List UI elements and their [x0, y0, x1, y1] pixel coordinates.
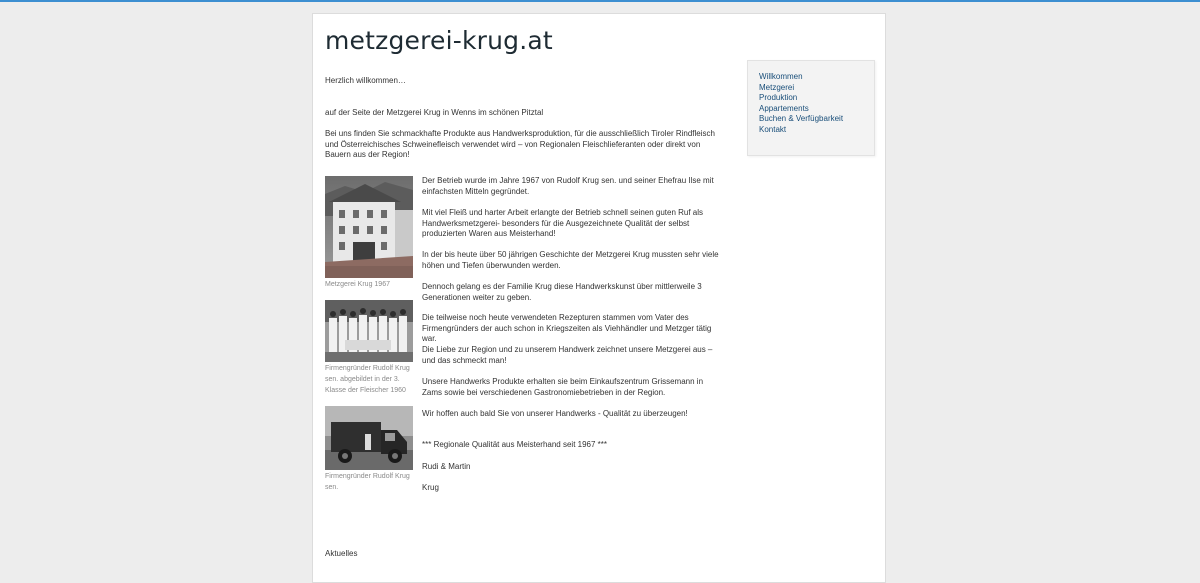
nav-item-produktion	[759, 93, 874, 104]
signature-names: Rudi & Martin	[422, 462, 471, 471]
figure-caption: Firmengründer Rudolf Krug sen.	[325, 473, 410, 491]
story-paragraph: Wir hoffen auch bald Sie von unserer Handwerks - Qualität zu überzeugen!	[422, 409, 688, 418]
nav-item-buchen	[759, 114, 874, 125]
page-container	[312, 13, 886, 583]
figure-caption: Metzgerei Krug 1967	[325, 281, 390, 288]
figure-truck	[325, 406, 413, 493]
story-paragraph: Mit viel Fleiß und harter Arbeit erlangte der Betrieb schnell seinen guten Ruf als Handwerksmetzgerei- besonders für die Ausgezeichnete Qualität der selbst produzierten Waren aus Meisterhand!	[422, 208, 704, 238]
nav-item-appartements	[759, 104, 874, 115]
class-photo[interactable]	[325, 300, 413, 362]
nav-link-willkommen[interactable]: Willkommen	[759, 72, 803, 81]
nav-link-kontakt[interactable]: Kontakt	[759, 124, 787, 134]
truck-photo[interactable]	[325, 406, 413, 470]
signature-surname: Krug	[422, 483, 439, 492]
greeting-text: Herzlich willkommen…	[325, 76, 406, 85]
story-paragraph: Die teilweise noch heute verwendeten Rezepturen stammen vom Vater des Firmengründers der auch schon in Kriegszeiten als Viehhändler und Metzger tätig war.	[422, 313, 712, 343]
top-accent-bar	[0, 0, 1200, 2]
nav-item-kontakt	[759, 125, 874, 136]
nav-link-produktion[interactable]: Produktion	[759, 93, 798, 102]
sidebar-nav	[747, 60, 875, 156]
figure-caption: Firmengründer Rudolf Krug sen. abgebildet in der 3. Klasse der Fleischer 1960	[325, 365, 410, 394]
nav-item-willkommen	[759, 72, 874, 83]
tagline-text: *** Regionale Qualität aus Meisterhand seit 1967 ***	[422, 440, 608, 449]
nav-link-appartements[interactable]: Appartements	[759, 103, 809, 113]
nav-link-buchen[interactable]: Buchen & Verfügbarkeit	[759, 114, 844, 123]
description-text: Bei uns finden Sie schmackhafte Produkte aus Handwerksproduktion, für die ausschließlich Tiroler Rindfleisch und Österreichisches Schweinefleisch verwendet wird – von Regionalen Fleischlieferanten oder direkt von Bauern aus der Region!	[325, 129, 715, 159]
story-paragraph: In der bis heute über 50 jährigen Geschichte der Metzgerei Krug mussten sehr viele höhen und Tiefen überwunden werden.	[422, 250, 719, 270]
story-paragraph: Dennoch gelang es der Familie Krug diese Handwerkskunst über mittlerweile 3 Generationen weiter zu geben.	[422, 282, 702, 302]
nav-link-metzgerei[interactable]: Metzgerei	[759, 82, 795, 92]
site-title[interactable]: metzgerei-krug.at	[325, 26, 553, 55]
story-paragraph: Der Betrieb wurde im Jahre 1967 von Rudolf Krug sen. und seiner Ehefrau Ilse mit einfachsten Mitteln gegründet.	[422, 176, 714, 196]
story-paragraph: Unsere Handwerks Produkte erhalten sie beim Einkaufszentrum Grissemann in Zams sowie bei verschiedenen Gastronomiebetrieben in der Region.	[422, 377, 704, 397]
building-photo[interactable]	[325, 176, 413, 278]
intro-text: auf der Seite der Metzgerei Krug in Wenns im schönen Pitztal	[325, 108, 544, 117]
figure-class-1960	[325, 300, 413, 396]
section-heading-aktuelles: Aktuelles	[325, 549, 358, 558]
nav-item-metzgerei	[759, 83, 874, 94]
story-paragraph: Die Liebe zur Region und zu unserem Handwerk zeichnet unsere Metzgerei aus – und das schmeckt man!	[422, 345, 713, 365]
figure-building-1967	[325, 176, 413, 290]
